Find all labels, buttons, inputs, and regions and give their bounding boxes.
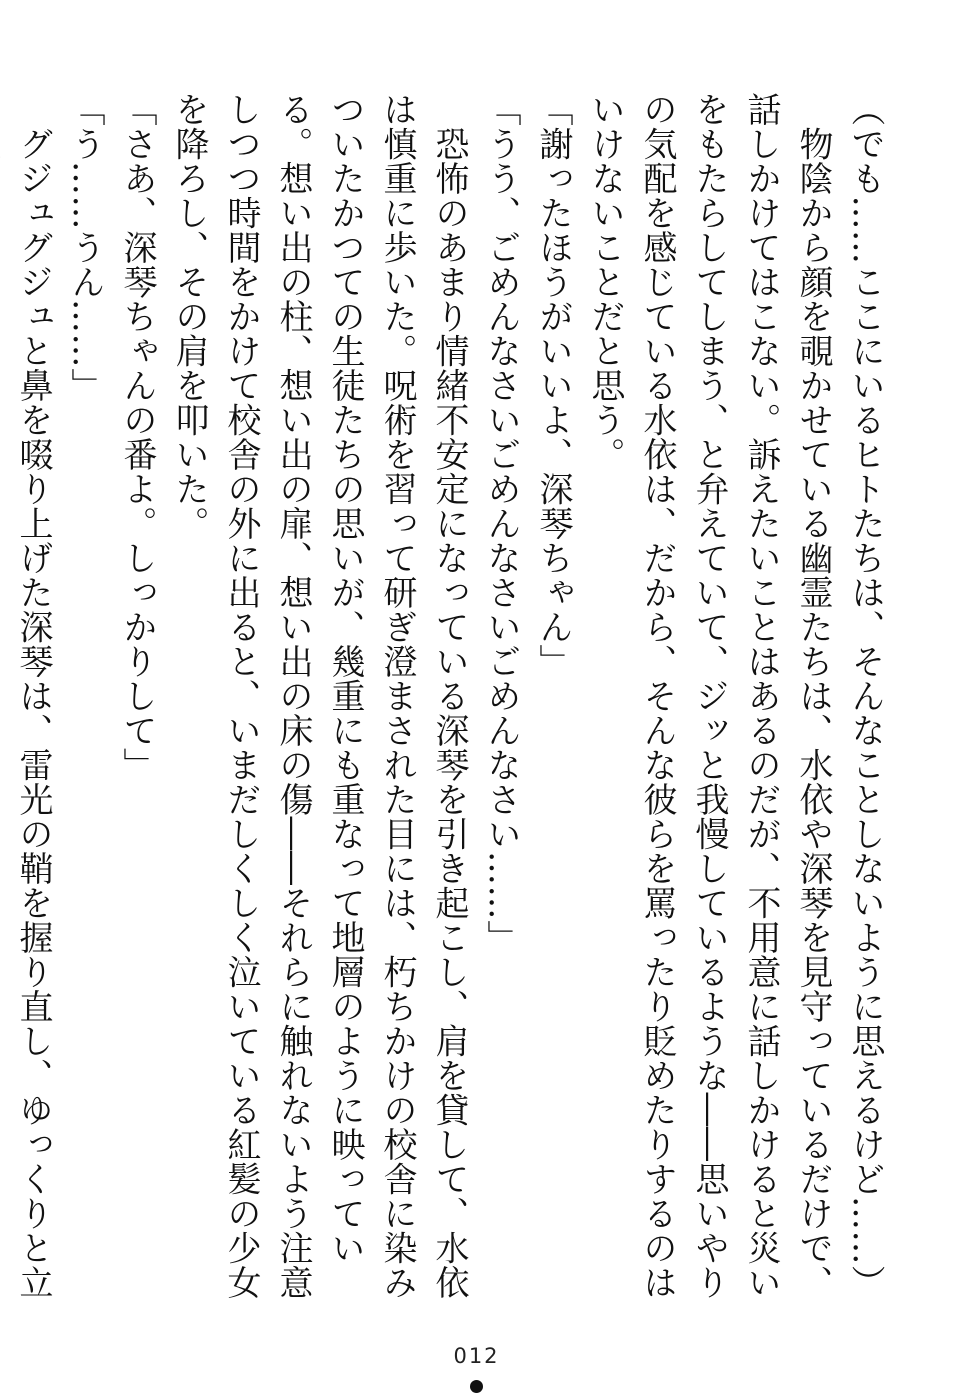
paragraph-8: グジュグジュと鼻を啜り上げた深琴は、雷光の鞘を握り直し、ゆっくりと立 [13, 126, 53, 1300]
paragraph-7: 「う……うん……」 [65, 92, 105, 403]
paragraph-1: （でも……ここにいるヒトたちは、そんなことしないように思えるけど……） [845, 92, 885, 1300]
paragraph-5: 恐怖のあまり情緒不安定になっている深琴を引き起こし、肩を貸して、水依は慎重に歩いた。呪術を習って研ぎ澄まされた目には、朽ちかけの校舎に染みついたかつての生徒たちの思いが、幾重にも重なって地層のように映っている。想い出の柱、想い出の扉、想い出の床の傷――それらに触れないよう注意しつつ時間をかけて校舎の外に出ると、いまだしくしく泣いている紅髪の少女を降ろし、その肩を叩いた。 [169, 92, 469, 1300]
paragraph-4: 「うう、ごめんなさいごめんなさいごめんなさい……」 [481, 92, 521, 955]
page-number-dot-icon [470, 1380, 483, 1393]
vertical-text-body [13, 92, 891, 1324]
paragraph-6: 「さあ、深琴ちゃんの番よ。しっかりして」 [117, 92, 157, 782]
paragraph-3: 「謝ったほうがいいよ、深琴ちゃん」 [533, 92, 573, 679]
page-number: 012 [453, 1344, 500, 1368]
paragraph-2: 物陰から顔を覗かせている幽霊たちは、水依や深琴を見守っているだけで、話しかけてはこない。訴えたいことはあるのだが、不用意に話しかけると災いをもたらしてしまう、と弁えていて、ジッと我慢しているような――思いやりの気配を感じている水依は、だから、そんな彼らを罵ったり貶めたりするのはいけないことだと思う。 [585, 92, 833, 1300]
